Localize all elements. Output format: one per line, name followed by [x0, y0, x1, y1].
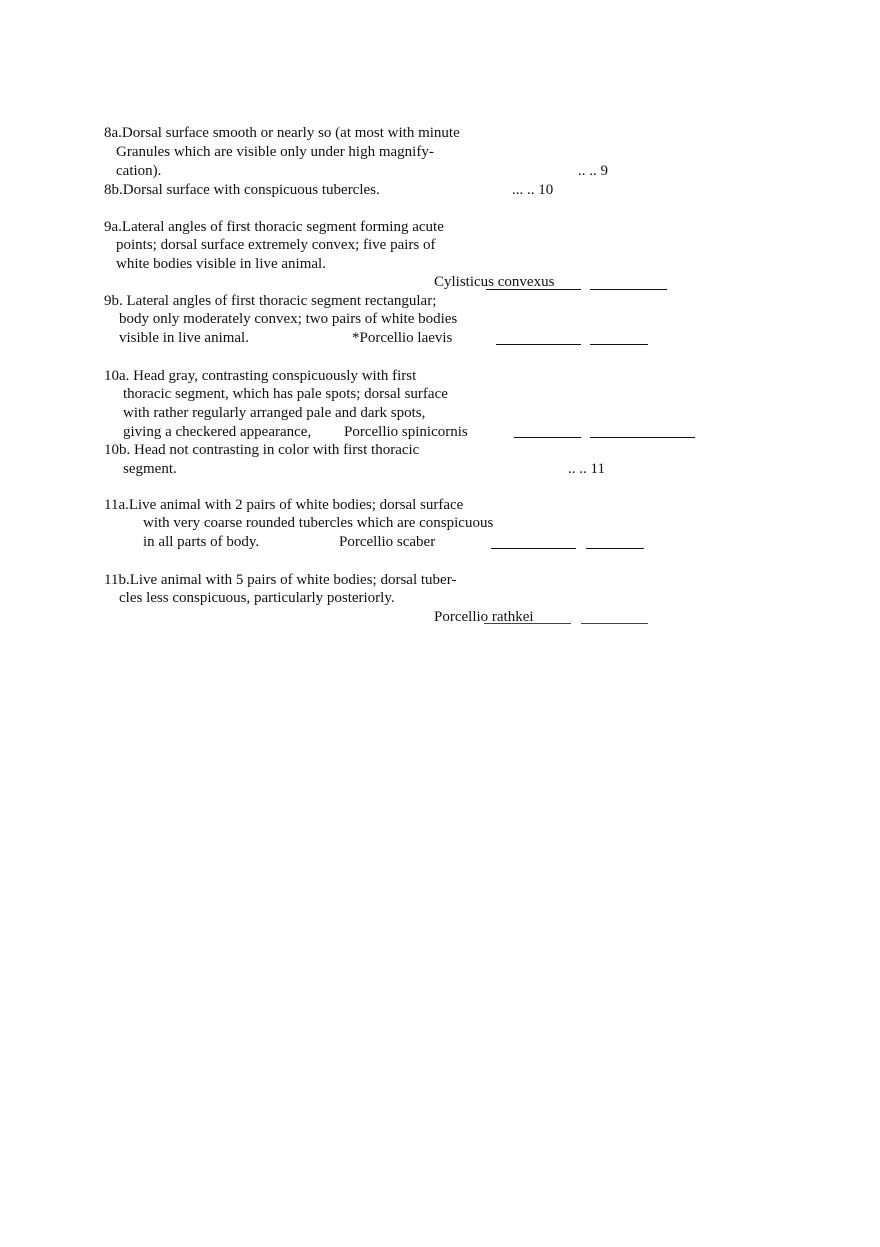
couplet-11a-line-1: 11a.Live animal with 2 pairs of white bodies; dorsal surface [104, 497, 464, 513]
couplet-10b-line-2: segment. [123, 461, 177, 477]
couplet-9b-blank-2 [590, 344, 648, 345]
couplet-9a-blank-1 [486, 289, 581, 290]
couplet-10b-line-1: 10b. Head not contrasting in color with first thoracic [104, 442, 420, 458]
couplet-11a-blank-1 [491, 548, 576, 549]
couplet-8a-line-3: cation). [116, 163, 162, 179]
couplet-9b-line-3: visible in live animal. [119, 330, 249, 346]
couplet-11a-species: Porcellio scaber [339, 534, 436, 550]
couplet-9b-blank-1 [496, 344, 581, 345]
couplet-10a-line-3: with rather regularly arranged pale and dark spots, [123, 405, 426, 421]
couplet-9a-line-1: 9a.Lateral angles of first thoracic segment forming acute [104, 219, 444, 235]
couplet-11b-species: Porcellio rathkei [434, 609, 534, 625]
couplet-11b-blank-2 [581, 623, 648, 624]
couplet-11a-line-2: with very coarse rounded tubercles which are conspicuous [143, 515, 494, 531]
couplet-10a-line-2: thoracic segment, which has pale spots; dorsal surface [123, 386, 448, 402]
couplet-8b-goto: ... .. 10 [512, 182, 554, 198]
couplet-8a-line-1: 8a.Dorsal surface smooth or nearly so (at most with minute [104, 125, 460, 141]
couplet-10a-line-1: 10a. Head gray, contrasting conspicuously with first [104, 368, 417, 384]
couplet-11b-line-2: cles less conspicuous, particularly posteriorly. [119, 590, 395, 606]
couplet-9a-line-2: points; dorsal surface extremely convex; five pairs of [116, 237, 436, 253]
couplet-9b-line-2: body only moderately convex; two pairs of white bodies [119, 311, 458, 327]
couplet-9a-line-3: white bodies visible in live animal. [116, 256, 326, 272]
couplet-8b-line-1: 8b.Dorsal surface with conspicuous tubercles. [104, 182, 380, 198]
couplet-11a-blank-2 [586, 548, 644, 549]
couplet-11b-blank-1 [484, 623, 571, 624]
couplet-11b-line-1: 11b.Live animal with 5 pairs of white bodies; dorsal tuber- [104, 572, 457, 588]
couplet-11a-line-3: in all parts of body. [143, 534, 260, 550]
couplet-10a-blank-1 [514, 437, 581, 438]
couplet-9a-species: Cylisticus convexus [434, 274, 555, 290]
couplet-8a-line-2: Granules which are visible only under high magnify- [116, 144, 434, 160]
couplet-10a-line-4: giving a checkered appearance, [123, 424, 312, 440]
couplet-8a-goto: .. .. 9 [578, 163, 608, 179]
couplet-10a-species: Porcellio spinicornis [344, 424, 468, 440]
couplet-10a-blank-2 [590, 437, 695, 438]
couplet-9b-species: *Porcellio laevis [352, 330, 453, 346]
couplet-9a-blank-2 [590, 289, 667, 290]
couplet-9b-line-1: 9b. Lateral angles of first thoracic segment rectangular; [104, 293, 437, 309]
couplet-10b-goto: .. .. 11 [568, 461, 605, 477]
